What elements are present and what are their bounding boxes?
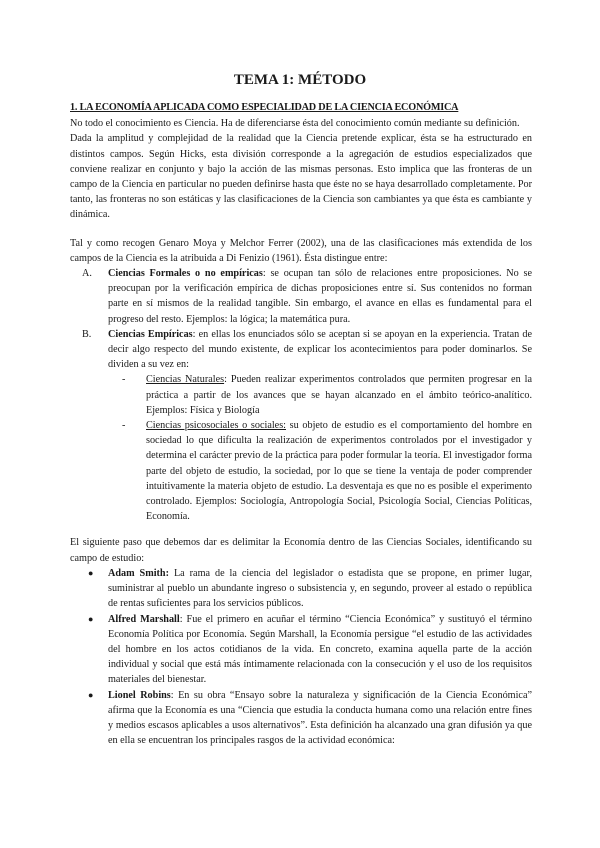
sublist-marker: -	[122, 374, 126, 386]
author-item-lionel-robins	[70, 688, 532, 749]
list-item-formal-sciences	[70, 266, 532, 327]
author-item-alfred-marshall	[70, 612, 532, 688]
bullet-icon: ●	[88, 567, 94, 578]
list-text: : en ellas los enunciados sólo se aceptan si se apoyan en la experiencia. Tratan de decir algo respecto del mundo existente, de explicar los acontecimientos para poder dominarlos. Se dividen a su vez en:	[108, 328, 532, 371]
list-marker: A.	[82, 268, 92, 280]
section-heading: 1. LA ECONOMÍA APLICADA COMO ESPECIALIDAD DE LA CIENCIA ECONÓMICA	[70, 102, 459, 113]
author-text: La rama de la ciencia del legislador o estadista que se propone, en primer lugar, suministrar al pueblo un abundante ingreso o subsistencia y, en segundo, proveer al estado o república de rentas suficientes para los servicios públicos.	[108, 567, 532, 610]
list-term: Ciencias Formales o no empíricas	[108, 268, 263, 280]
list-marker: B.	[82, 328, 92, 340]
sublist-term: Ciencias psicosociales o sociales:	[146, 420, 286, 432]
sublist-marker: -	[122, 420, 126, 432]
paragraph-intro: No todo el conocimiento es Ciencia. Ha de diferenciarse ésta del conocimiento común mediante su definición.	[70, 118, 520, 130]
author-text: : En su obra “Ensayo sobre la naturaleza y significación de la Ciencia Económica” afirma que la Economía es una “Ciencia que estudia la conducta humana como una relación entre fines y medios escasos aplicables a usos alternativos”. Esta definición ha alcanzado una gran difusión ya que en ella se encuentran los principales rasgos de la actividad económica:	[108, 689, 532, 747]
paragraph-classification: Tal y como recogen Genaro Moya y Melchor Ferrer (2002), una de las clasificaciones más extendida de los campos de la Ciencia es la atribuida a Di Fenizio (1961). Ésta distingue entre:	[70, 237, 532, 264]
sublist-text: : Pueden realizar experimentos controlados que permiten progresar en la práctica a partir de los avances que se hayan alcanzado en el ámbito teórico-analítico. Ejemplos: Física y Biología	[146, 374, 532, 416]
sublist-item-social-sciences	[108, 418, 532, 524]
author-name: Lionel Robins	[108, 689, 171, 701]
document-body	[70, 100, 532, 748]
list-text: : se ocupan tan sólo de relaciones entre proposiciones. No se preocupan por la verificación empírica de dichas proposiciones entre sí. Sus contenidos no forman parte en sí mismos de la realidad tangible. Sin embargo, el avance en ellas es fundamental para el progreso del resto. Ejemplos: la lógica; la matemática pura.	[108, 268, 532, 325]
author-name: Alfred Marshall	[108, 613, 180, 625]
author-item-adam-smith	[70, 566, 532, 612]
page-title: TEMA 1: MÉTODO	[233, 72, 367, 88]
paragraph-economics: El siguiente paso que debemos dar es delimitar la Economía dentro de las Ciencias Sociales, identificando su campo de estudio:	[70, 537, 532, 564]
sublist-item-natural-sciences	[108, 372, 532, 418]
list-item-empirical-sciences	[70, 327, 532, 373]
sublist-text: su objeto de estudio es el comportamiento del hombre en sociedad lo que dificulta la realización de experimentos controlados por el investigador y determina el carácter previo de la práctica para poder formular la teoría. El investigador forma parte del objeto de estudio, la sociedad, por lo que se tiene la ventaja de poder comprender intuitivamente la materia objeto de estudio. La desventaja es que no es posible el experimento controlado. Ejemplos: Sociología, Antropología Social, Psicología Social, Ciencias Políticas, Economía.	[146, 420, 532, 523]
bullet-icon: ●	[88, 689, 94, 700]
author-name: Adam Smith:	[108, 567, 169, 579]
sublist-term: Ciencias Naturales	[146, 374, 225, 386]
list-term: Ciencias Empíricas	[108, 328, 193, 340]
paragraph-fields: Dada la amplitud y complejidad de la realidad que la Ciencia pretende explicar, ésta se ha estructurado en distintos campos. Según Hicks, esta división corresponde a la agregación de estudios especializados que conviene realizar en conjunto y bajo la acción de las mismas personas. Esto implica que las fronteras de un campo de la Ciencia en particular no pueden definirse hasta que éste no se haya desarrollado completamente. Por tanto, las fronteras no son estáticas y las clasificaciones de la Ciencia son cambiantes ya que ésta es cambiante y dinámica.	[70, 133, 532, 221]
author-text: : Fue el primero en acuñar el término “Ciencia Económica” y sustituyó el término Economía Política por Economía. Según Marshall, la Economía persigue “el estudio de las actividades del hombre en los actos cotidianos de la vida. En concreto, examina aquella parte de la acción individual y social que está más íntimamente relacionada con la consecución y el uso de los requisitos materiales del bienestar.	[108, 613, 532, 686]
bullet-icon: ●	[88, 613, 94, 624]
